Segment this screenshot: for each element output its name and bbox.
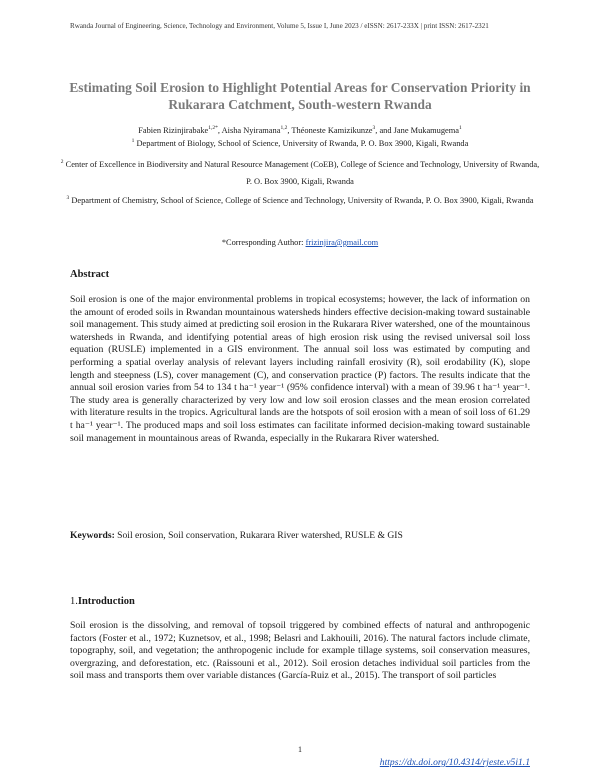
introduction-body: Soil erosion is the dissolving, and removal of topsoil triggered by combined effects of natural and anthropogenic factors (Foster et al., 1972; Kuznetsov, et al., 1998; Belasri and Lakhouili, 2016). The natural factors include climate, topography, soil, and vegetation; the anthropogenic include for example tillage systems, soil conservation measures, overgrazing, and deforestation, etc. (Raissouni et al., 2012). Soil erosion detaches individual soil particles from the soil mass and transports them over variable distances (García-Ruiz et al., 2015). The transport of soil particles (70, 620, 530, 682)
author-affiliation-marker: 1,2 (280, 125, 288, 131)
affiliation-text: Department of Chemistry, School of Science, College of Science and Technology, University of Rwanda, P. O. Box 3900, Kigali, Rwanda (71, 195, 534, 205)
affiliation-text: Center of Excellence in Biodiversity and Natural Resource Management (CoEB), College of Science and Technology, University of Rwanda, P. O. Box 3900, Kigali, Rwanda (65, 159, 540, 186)
affiliation-number: 1 (131, 138, 135, 144)
affiliation-number: 2 (60, 159, 64, 165)
abstract-body: Soil erosion is one of the major environmental problems in tropical ecosystems; however, the lack of information on the amount of eroded soils in Rwandan mountainous watersheds hinders effective decision-making toward sustainable soil management. This study aimed at predicting soil erosion in the Rukarara River watershed, one of the mountainous watersheds in Rwanda, and identifying potential areas of high erosion risk using the revised universal soil loss equation (RUSLE) implemented in a GIS environment. The annual soil loss was estimated by computing and performing a spatial overlay analysis of relevant layers including rainfall erosivity (R), soil erodability (K), slope length and steepness (LS), cover management (C), and conservation practice (P) factors. The results indicate that the annual soil erosion varies from 54 to 134 t ha⁻¹ year⁻¹ (95% confidence interval) with a mean of 39.96 t ha⁻¹ year⁻¹. The study area is generally characterized by very low and low soil erosion classes and the mean erosion correlated with literature results in the tropics. Agricultural lands are the hotspots of soil erosion with a mean of soil loss of 61.29 t ha⁻¹ year⁻¹. The produced maps and soil loss estimates can facilitate informed decision-making toward sustainable soil management in mountainous areas of Rwanda, especially in the Rukarara River watershed. (70, 294, 530, 444)
affiliation-3 (60, 189, 540, 210)
author-separator: , (287, 125, 292, 135)
affiliation-1 (60, 136, 540, 149)
corresponding-label: *Corresponding Author: (221, 238, 306, 247)
keywords-label: Keywords: (70, 530, 115, 541)
abstract-heading: Abstract (70, 269, 110, 280)
corresponding-author (60, 238, 540, 247)
author-name: Aisha Nyiramana (221, 125, 281, 135)
affiliation-number: 3 (66, 195, 70, 201)
author-affiliation-marker: 1,2* (208, 125, 218, 131)
page-number: 1 (298, 745, 302, 754)
author-name: Jane Mukamugema (393, 125, 460, 135)
journal-header: Rwanda Journal of Engineering, Science, Technology and Environment, Volume 5, Issue I, June 2023 / eISSN: 2617-233X | print ISSN: 2617-2321 (70, 22, 489, 30)
author-separator: , (217, 125, 222, 135)
section-number: 1. (70, 596, 78, 607)
keywords-list: Soil erosion, Soil conservation, Rukarara River watershed, RUSLE & GIS (114, 530, 403, 541)
keywords (70, 530, 530, 541)
corresponding-email-link[interactable]: frizinjira@gmail.com (305, 238, 379, 247)
author-list (60, 123, 540, 136)
author-name: Théoneste Kamizikunze (291, 125, 373, 135)
author-affiliation-marker: 3 (372, 125, 376, 131)
doi-link[interactable]: https://dx.doi.org/10.4314/rjeste.v5i1.1 (379, 757, 530, 768)
author-separator: , and (375, 125, 394, 135)
introduction-heading (70, 596, 135, 607)
section-title: Introduction (77, 596, 135, 607)
author-name: Fabien Rizinjirabake (138, 125, 209, 135)
paper-title: Estimating Soil Erosion to Highlight Potential Areas for Conservation Priority in Rukarara Catchment, South-western Rwanda (69, 80, 531, 112)
affiliation-2 (60, 154, 540, 190)
affiliation-text: Department of Biology, School of Science, University of Rwanda, P. O. Box 3900, Kigali, Rwanda (136, 138, 469, 148)
author-affiliation-marker: 1 (459, 125, 462, 131)
